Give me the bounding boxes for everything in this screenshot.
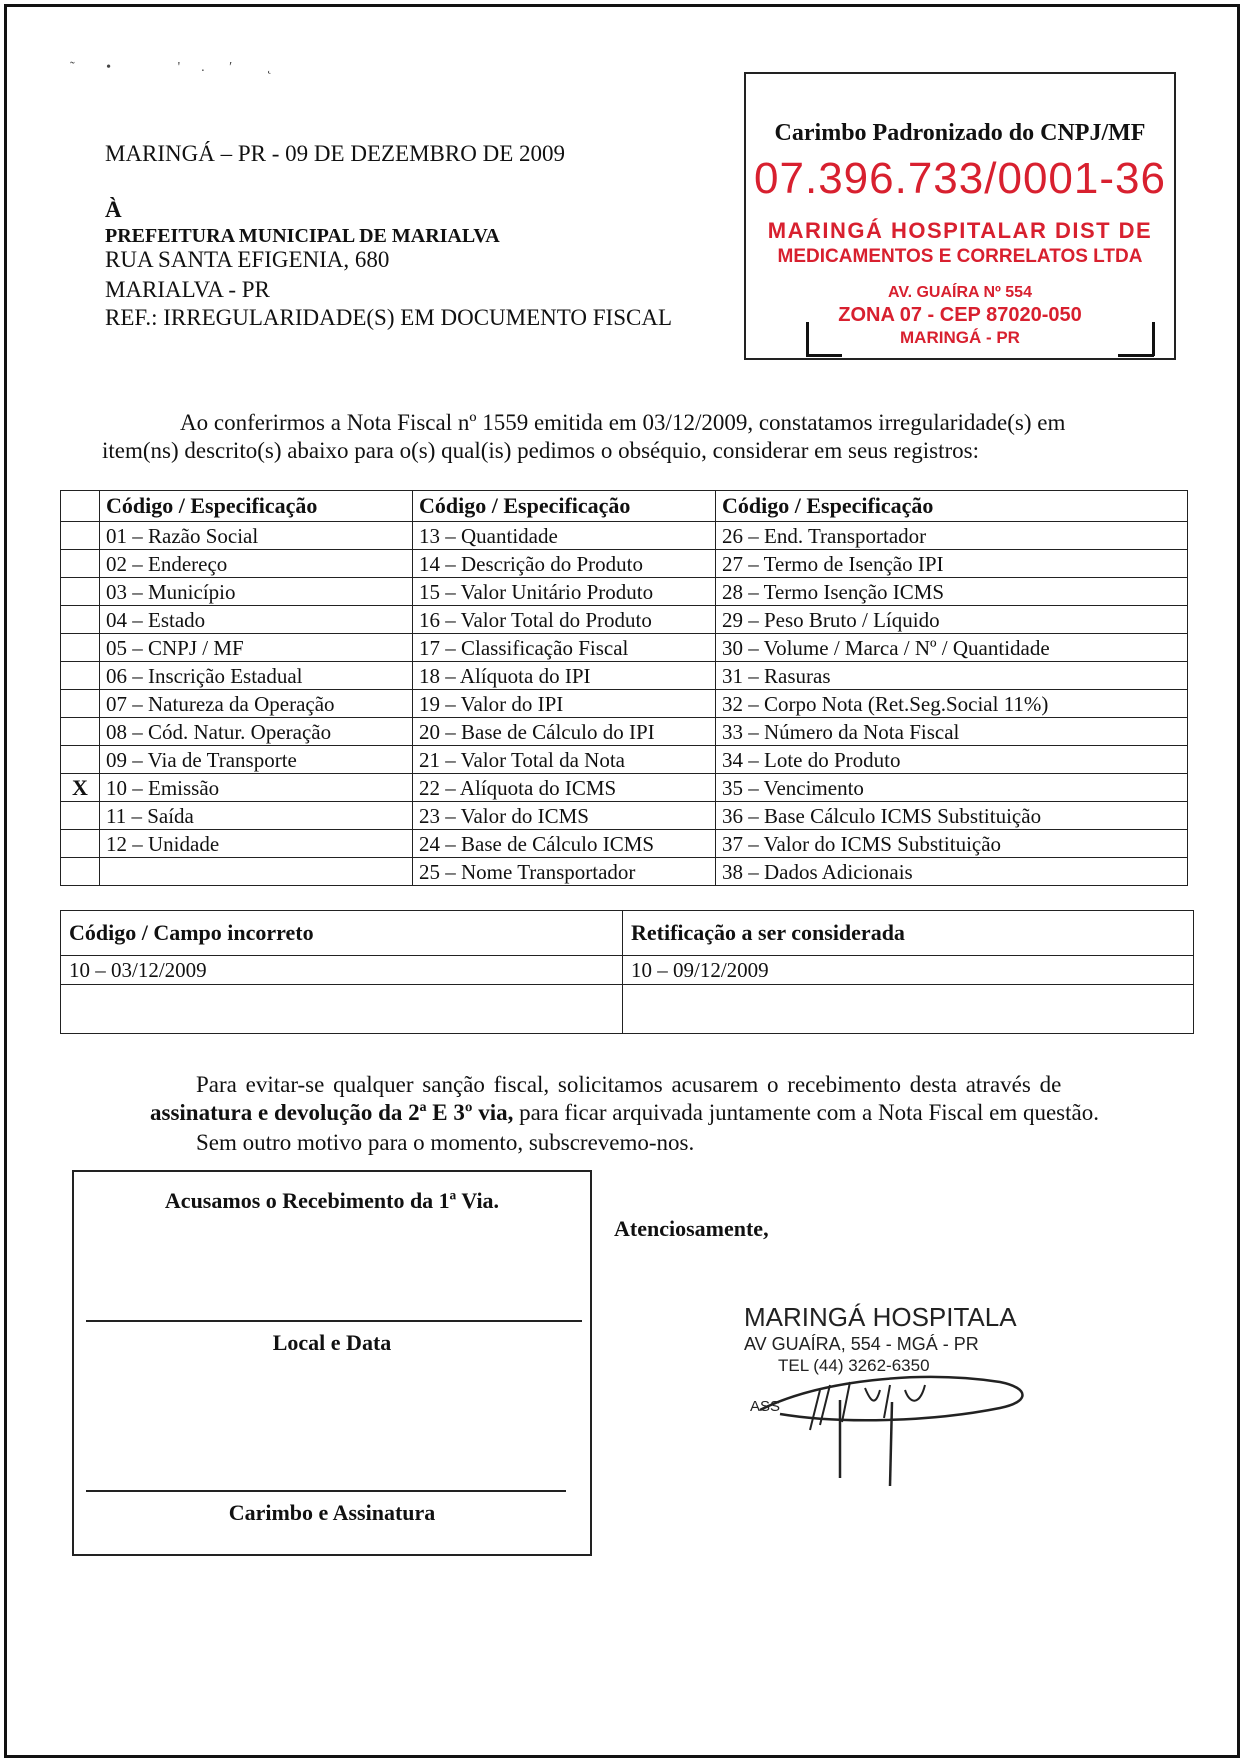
code-cell-col2: 15 – Valor Unitário Produto (413, 578, 716, 606)
code-cell-col1: 11 – Saída (100, 802, 413, 830)
code-cell-col2: 22 – Alíquota do ICMS (413, 774, 716, 802)
closing-line-3: Sem outro motivo para o momento, subscrevemo-nos. (196, 1130, 695, 1155)
code-cell-col1: 05 – CNPJ / MF (100, 634, 413, 662)
stamp-bracket-right-base (1118, 354, 1154, 357)
code-cell-col3: 31 – Rasuras (716, 662, 1188, 690)
code-cell-col1 (100, 858, 413, 886)
incorrect-field-value: 10 – 03/12/2009 (61, 956, 623, 985)
code-cell-col3: 27 – Termo de Isenção IPI (716, 550, 1188, 578)
code-cell-col2: 20 – Base de Cálculo do IPI (413, 718, 716, 746)
codes-row (61, 522, 1188, 550)
row-mark-cell (61, 550, 100, 578)
signature-line (86, 1490, 566, 1492)
row-mark-cell: X (61, 774, 100, 802)
codes-row (61, 662, 1188, 690)
code-cell-col1: 07 – Natureza da Operação (100, 690, 413, 718)
rectification-value: 10 – 09/12/2009 (623, 956, 1194, 985)
row-mark-cell (61, 830, 100, 858)
code-cell-col3: 32 – Corpo Nota (Ret.Seg.Social 11%) (716, 690, 1188, 718)
code-cell-col1: 09 – Via de Transporte (100, 746, 413, 774)
local-date-line (86, 1320, 582, 1322)
code-cell-col1: 12 – Unidade (100, 830, 413, 858)
row-mark-cell (61, 718, 100, 746)
code-cell-col1: 10 – Emissão (100, 774, 413, 802)
sig-stamp-line2: AV GUAÍRA, 554 - MGÁ - PR (744, 1334, 979, 1354)
code-cell-col3: 26 – End. Transportador (716, 522, 1188, 550)
row-mark-cell (61, 802, 100, 830)
incorrect-field-empty (61, 985, 623, 1034)
code-cell-col2: 24 – Base de Cálculo ICMS (413, 830, 716, 858)
code-cell-col3: 29 – Peso Bruto / Líquido (716, 606, 1188, 634)
recipient-city: MARIALVA - PR (105, 277, 270, 302)
codes-row (61, 606, 1188, 634)
code-cell-col2: 17 – Classificação Fiscal (413, 634, 716, 662)
sig-stamp-line1: MARINGÁ HOSPITALA (744, 1302, 1017, 1332)
code-cell-col3: 34 – Lote do Produto (716, 746, 1188, 774)
correction-table (60, 910, 1194, 1034)
code-cell-col2: 13 – Quantidade (413, 522, 716, 550)
rectification-empty (623, 985, 1194, 1034)
mark-header-cell (61, 491, 100, 522)
code-cell-col1: 02 – Endereço (100, 550, 413, 578)
codes-table (60, 490, 1188, 886)
code-cell-col3: 36 – Base Cálculo ICMS Substituição (716, 802, 1188, 830)
addressee-prefix: À (105, 197, 122, 222)
closing-line-2-bold: assinatura e devolução da 2ª E 3º via, (150, 1100, 514, 1125)
codes-row (61, 690, 1188, 718)
company-signature-stamp (700, 1290, 1060, 1490)
stamp-city: MARINGÁ - PR (900, 328, 1020, 347)
cnpj-stamp-box (744, 72, 1176, 360)
code-cell-col1: 03 – Município (100, 578, 413, 606)
code-cell-col3: 28 – Termo Isenção ICMS (716, 578, 1188, 606)
code-cell-col1: 08 – Cód. Natur. Operação (100, 718, 413, 746)
receipt-title: Acusamos o Recebimento da 1ª Via. (164, 1188, 500, 1213)
closing-line-2 (150, 1098, 1099, 1128)
codes-header-col3: Código / Especificação (716, 491, 1188, 522)
stamp-title: Carimbo Padronizado do CNPJ/MF (774, 120, 1146, 146)
codes-row (61, 578, 1188, 606)
row-mark-cell (61, 634, 100, 662)
row-mark-cell (61, 522, 100, 550)
stamp-company-line1: MARINGÁ HOSPITALAR DIST DE (767, 218, 1153, 243)
reference-line: REF.: IRREGULARIDADE(S) EM DOCUMENTO FISCAL (105, 305, 673, 330)
recipient-name: PREFEITURA MUNICIPAL DE MARIALVA (105, 225, 500, 247)
code-cell-col3: 35 – Vencimento (716, 774, 1188, 802)
intro-line-1: Ao conferirmos a Nota Fiscal nº 1559 emitida em 03/12/2009, constatamos irregularidade(s) em (180, 410, 1066, 435)
closing-line-2-rest: para ficar arquivada juntamente com a Nota Fiscal em questão. (513, 1100, 1099, 1125)
codes-body (61, 522, 1188, 886)
row-mark-cell (61, 746, 100, 774)
receipt-box (72, 1170, 592, 1556)
codes-row (61, 550, 1188, 578)
stamp-company-line2: MEDICAMENTOS E CORRELATOS LTDA (777, 246, 1143, 267)
place-date: MARINGÁ – PR - 09 DE DEZEMBRO DE 2009 (105, 141, 565, 166)
stamp-address: AV. GUAÍRA Nº 554 (888, 284, 1032, 301)
stamp-zone: ZONA 07 - CEP 87020-050 (838, 304, 1082, 326)
recipient-street: RUA SANTA EFIGENIA, 680 (105, 247, 390, 272)
code-cell-col1: 06 – Inscrição Estadual (100, 662, 413, 690)
stamp-cnpj: 07.396.733/0001-36 (754, 154, 1166, 203)
code-cell-col3: 37 – Valor do ICMS Substituição (716, 830, 1188, 858)
codes-row (61, 746, 1188, 774)
code-cell-col2: 18 – Alíquota do IPI (413, 662, 716, 690)
incorrect-field-header: Código / Campo incorreto (61, 911, 623, 956)
row-mark-cell (61, 662, 100, 690)
stamp-bracket-left (806, 322, 809, 356)
codes-row (61, 718, 1188, 746)
scan-specks: ˜ • ' . ′ ˛ (70, 60, 272, 75)
code-cell-col2: 23 – Valor do ICMS (413, 802, 716, 830)
carimbo-label: Carimbo e Assinatura (228, 1500, 436, 1525)
codes-row (61, 858, 1188, 886)
regards-text: Atenciosamente, (614, 1216, 769, 1241)
sig-stamp-line3: TEL (44) 3262-6350 (778, 1356, 930, 1375)
sig-stamp-line4: ASS (750, 1398, 781, 1415)
codes-header-col1: Código / Especificação (100, 491, 413, 522)
row-mark-cell (61, 606, 100, 634)
codes-header-col2: Código / Especificação (413, 491, 716, 522)
codes-header-row (61, 491, 1188, 522)
code-cell-col3: 30 – Volume / Marca / Nº / Quantidade (716, 634, 1188, 662)
code-cell-col2: 25 – Nome Transportador (413, 858, 716, 886)
codes-row (61, 774, 1188, 802)
intro-line-2: item(ns) descrito(s) abaixo para o(s) qual(is) pedimos o obséquio, considerar em seus registros: (102, 438, 979, 463)
stamp-bracket-right (1152, 322, 1155, 356)
code-cell-col3: 38 – Dados Adicionais (716, 858, 1188, 886)
closing-line-1: Para evitar-se qualquer sanção fiscal, solicitamos acusarem o recebimento desta através de (196, 1072, 1062, 1097)
code-cell-col2: 16 – Valor Total do Produto (413, 606, 716, 634)
code-cell-col2: 21 – Valor Total da Nota (413, 746, 716, 774)
code-cell-col1: 01 – Razão Social (100, 522, 413, 550)
row-mark-cell (61, 578, 100, 606)
codes-row (61, 830, 1188, 858)
codes-row (61, 802, 1188, 830)
code-cell-col3: 33 – Número da Nota Fiscal (716, 718, 1188, 746)
row-mark-cell (61, 690, 100, 718)
handwritten-signature-icon (700, 1290, 1060, 1490)
stamp-bracket-left-base (806, 354, 842, 357)
code-cell-col1: 04 – Estado (100, 606, 413, 634)
code-cell-col2: 14 – Descrição do Produto (413, 550, 716, 578)
code-cell-col2: 19 – Valor do IPI (413, 690, 716, 718)
rectification-header: Retificação a ser considerada (623, 911, 1194, 956)
codes-row (61, 634, 1188, 662)
row-mark-cell (61, 858, 100, 886)
local-date-label: Local e Data (272, 1330, 392, 1355)
